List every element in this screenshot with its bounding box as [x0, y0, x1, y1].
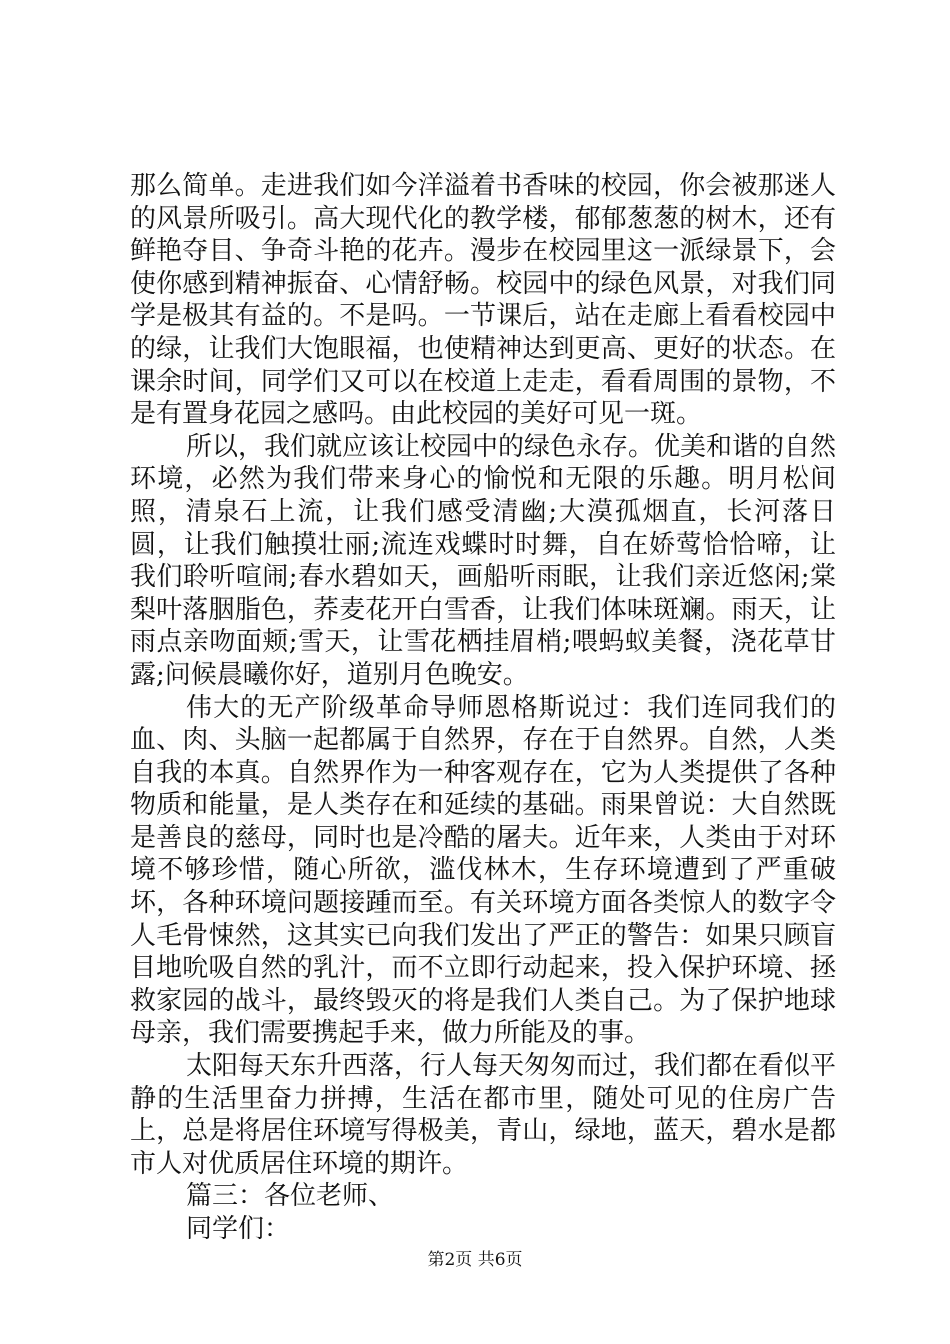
paragraph-1: 那么简单。走进我们如今洋溢着书香味的校园，你会被那迷人的风景所吸引。高大现代化的教学楼，郁郁葱葱的树木，还有鲜艳夺目、争奇斗艳的花卉。漫步在校园里这一派绿景下，会使你感到精神振奋、心情舒畅。校园中的绿色风景，对我们同学是极其有益的。不是吗。一节课后，站在走廊上看看校园中的绿，让我们大饱眼福，也使精神达到更高、更好的状态。在课余时间，同学们又可以在校道上走走，看看周围的景物，不是有置身花园之感吗。由此校园的美好可见一斑。 — [130, 171, 836, 430]
page-number: 第2页 共6页 — [427, 1250, 523, 1270]
paragraph-2: 所以，我们就应该让校园中的绿色永存。优美和谐的自然环境，必然为我们带来身心的愉悦和无限的乐趣。明月松间照，清泉石上流，让我们感受清幽;大漠孤烟直，长河落日圆，让我们触摸壮丽;流连戏蝶时时舞，自在娇莺恰恰啼，让我们聆听喧闹;春水碧如天，画船听雨眠，让我们亲近悠闲;棠梨叶落胭脂色，荞麦花开白雪香，让我们体味斑斓。雨天，让雨点亲吻面颊;雪天，让雪花栖挂眉梢;喂蚂蚁美餐，浇花草甘露;问候晨曦你好，道别月色晚安。 — [130, 431, 837, 690]
paragraph-3: 伟大的无产阶级革命导师恩格斯说过：我们连同我们的血、肉、头脑一起都属于自然界，存在于自然界。自然，人类自我的本真。自然界作为一种客观存在，它为人类提供了各种物质和能量，是人类存在和延续的基础。雨果曾说：大自然既是善良的慈母，同时也是冷酷的屠夫。近年来，人类由于对环境不够珍惜，随心所欲，滥伐林木，生存环境遭到了严重破坏，各种环境问题接踵而至。有关环境方面各类惊人的数字令人毛骨悚然，这其实已向我们发出了严正的警告：如果只顾盲目地吮吸自然的乳汁，而不立即行动起来，投入保护环境、拯救家园的战斗，最终毁灭的将是我们人类自己。为了保护地球母亲，我们需要携起手来，做力所能及的事。 — [130, 692, 836, 1049]
salutation: 同学们： — [186, 1214, 291, 1244]
document-body — [130, 170, 836, 1246]
section-heading: 篇三：各位老师、 — [186, 1181, 395, 1212]
paragraph-4: 太阳每天东升西落，行人每天匆匆而过，我们都在看似平静的生活里奋力拼搏，生活在都市里，随处可见的住房广告上，总是将居住环境写得极美，青山，绿地，蓝天，碧水是都市人对优质居住环境的期许。 — [130, 1051, 837, 1179]
